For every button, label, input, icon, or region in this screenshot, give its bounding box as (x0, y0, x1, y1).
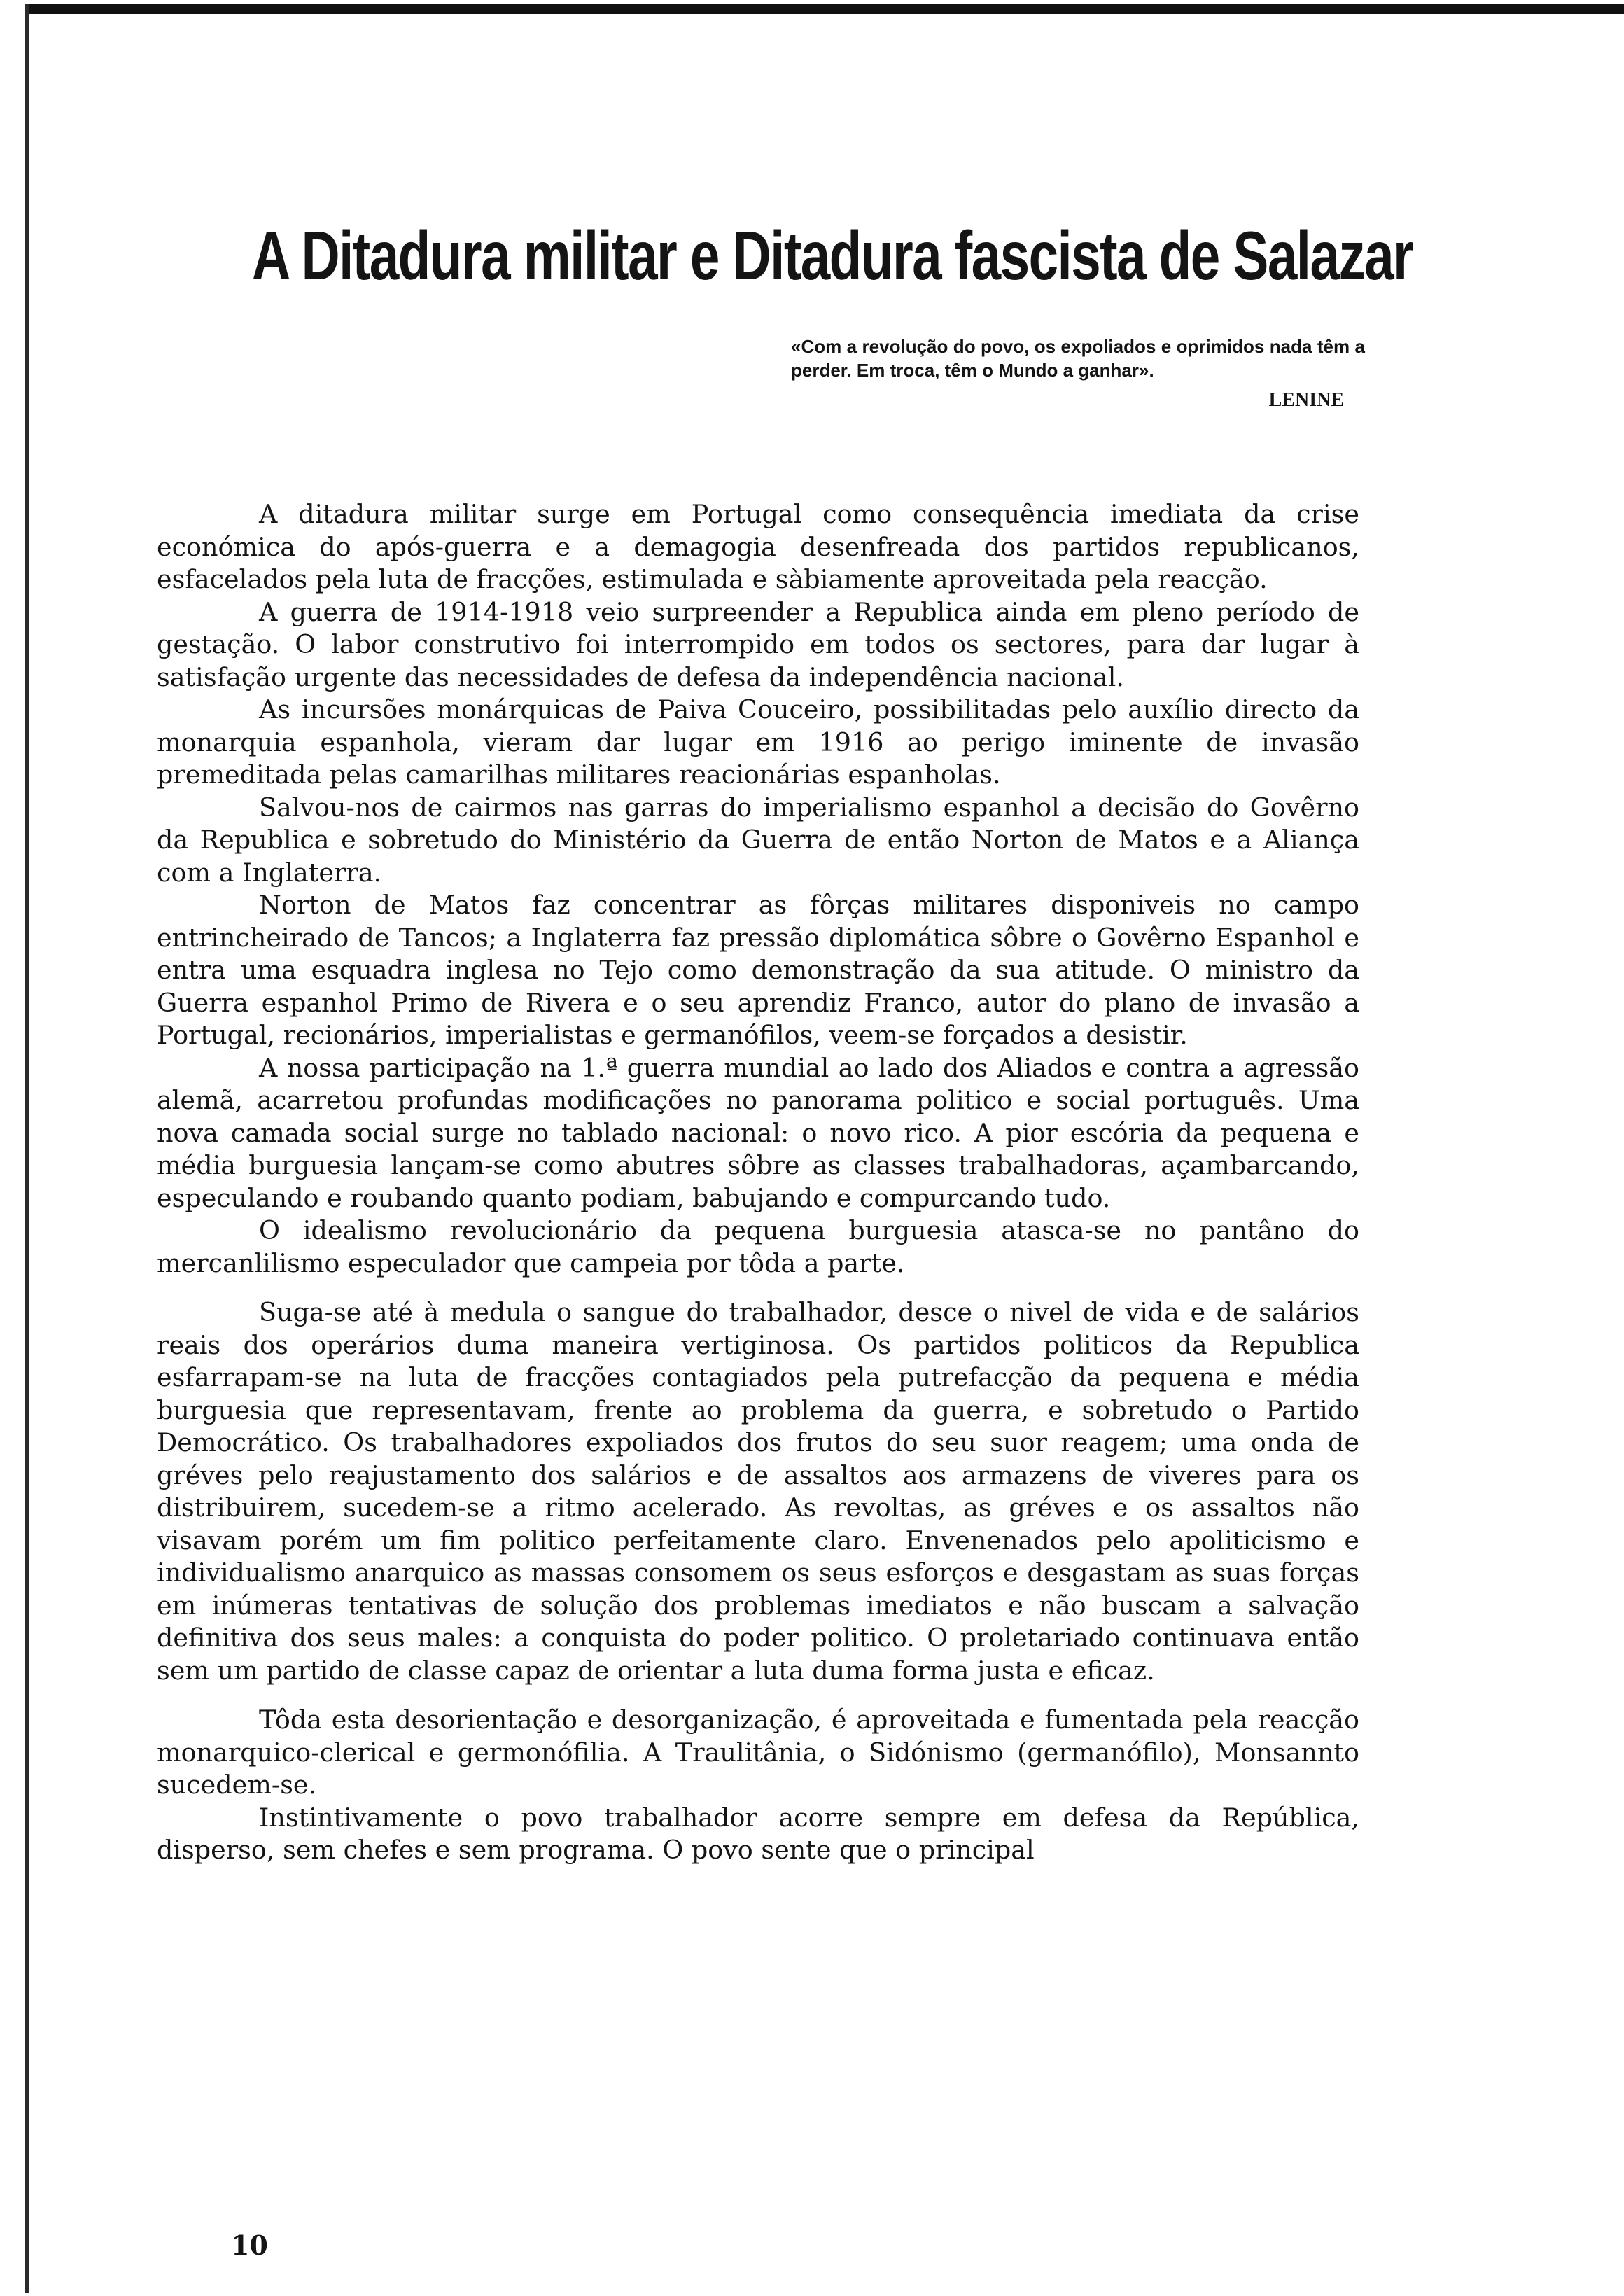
paragraph: O idealismo revolucionário da pequena burguesia atasca-se no pantâno do mercanlilismo especulador que campeia por tôda a parte. (157, 1215, 1359, 1278)
paragraph: Salvou-nos de cairmos nas garras do imperialismo espanhol a decisão do Govêrno da Republica e sobretudo do Ministério da Guerra de então Norton de Matos e a Aliança com a Inglaterra. (157, 792, 1359, 888)
paragraph: A ditadura militar surge em Portugal como consequência imediata da crise económica do após-guerra e a demagogia desenfreada dos partidos republicanos, esfacelados pela luta de fracções, estimulada e sàbiamente aproveitada pela reacção. (157, 499, 1359, 594)
epigraph-quote: «Com a revolução do povo, os expoliados e oprimidos nada têm a perder. Em troca, têm o Mundo a ganhar». (791, 336, 1365, 381)
article-body (157, 498, 1359, 1867)
page-title: A Ditadura militar e Ditadura fascista de Salazar (252, 217, 1413, 294)
paragraph: A guerra de 1914-1918 veio surpreender a Republica ainda em pleno período de gestação. O labor construtivo foi interrompido em todos os sectores, para dar lugar à satisfação urgente das necessidades de defesa da independência nacional. (157, 596, 1359, 692)
paragraph: Suga-se até à medula o sangue do trabalhador, desce o nivel de vida e de salários reais dos operários duma maneira vertiginosa. Os partidos politicos da Republica esfarrapam-se na luta de fracções contagiados pela putrefacção da pequena e média burguesia que representavam, frente ao problema da guerra, e sobretudo o Partido Democrático. Os trabalhadores expoliados dos frutos do seu suor reagem; uma onda de gréves pelo reajustamento dos salários e de assaltos aos armazens de viveres para os distribuirem, sucedem-se a ritmo acelerado. As revoltas, as gréves e os assaltos não visavam porém um fim politico perfeitamente claro. Envenenados pelo apoliticismo e individualismo anarquico as massas consomem os seus esforços e desgastam as suas forças em inúmeras tentativas de solução dos problemas imediatos e não buscam a salvação definitiva dos seus males: a conquista do poder politico. O proletariado continuava então sem um partido de classe capaz de orientar a luta duma forma justa e eficaz. (157, 1297, 1359, 1686)
epigraph (791, 335, 1365, 412)
scan-left-border (25, 4, 29, 2293)
paragraph: Instintivamente o povo trabalhador acorre sempre em defesa da República, disperso, sem chefes e sem programa. O povo sente que o principal (157, 1802, 1359, 1865)
scan-top-border (25, 4, 1624, 14)
paragraph: Tôda esta desorientação e desorganização, é aproveitada e fumentada pela reacção monarquico-clerical e germonófilia. A Traulitânia, o Sidónismo (germanófilo), Monsannto sucedem-se. (157, 1704, 1359, 1800)
epigraph-author: LENINE (1268, 389, 1344, 411)
paragraph: A nossa participação na 1.ª guerra mundial ao lado dos Aliados e contra a agressão alemã, acarretou profundas modificações no panorama politico e social português. Uma nova camada social surge no tablado nacional: o novo rico. A pior escória da pequena e média burguesia lançam-se como abutres sôbre as classes trabalhadoras, açambarcando, especulando e roubando quanto podiam, babujando e compurcando tudo. (157, 1052, 1359, 1213)
paragraph: As incursões monárquicas de Paiva Couceiro, possibilitadas pelo auxílio directo da monarquia espanhola, vieram dar lugar em 1916 ao perigo iminente de invasão premeditada pelas camarilhas militares reacionárias espanholas. (157, 694, 1359, 790)
paragraph: Norton de Matos faz concentrar as fôrças militares disponiveis no campo entrincheirado de Tancos; a Inglaterra faz pressão diplomática sôbre o Govêrno Espanhol e entra uma esquadra inglesa no Tejo como demonstração da sua atitude. O ministro da Guerra espanhol Primo de Rivera e o seu aprendiz Franco, autor do plano de invasão a Portugal, recionários, imperialistas e germanófilos, veem-se forçados a desistir. (157, 890, 1359, 1050)
page-number: 10 (231, 2230, 268, 2261)
